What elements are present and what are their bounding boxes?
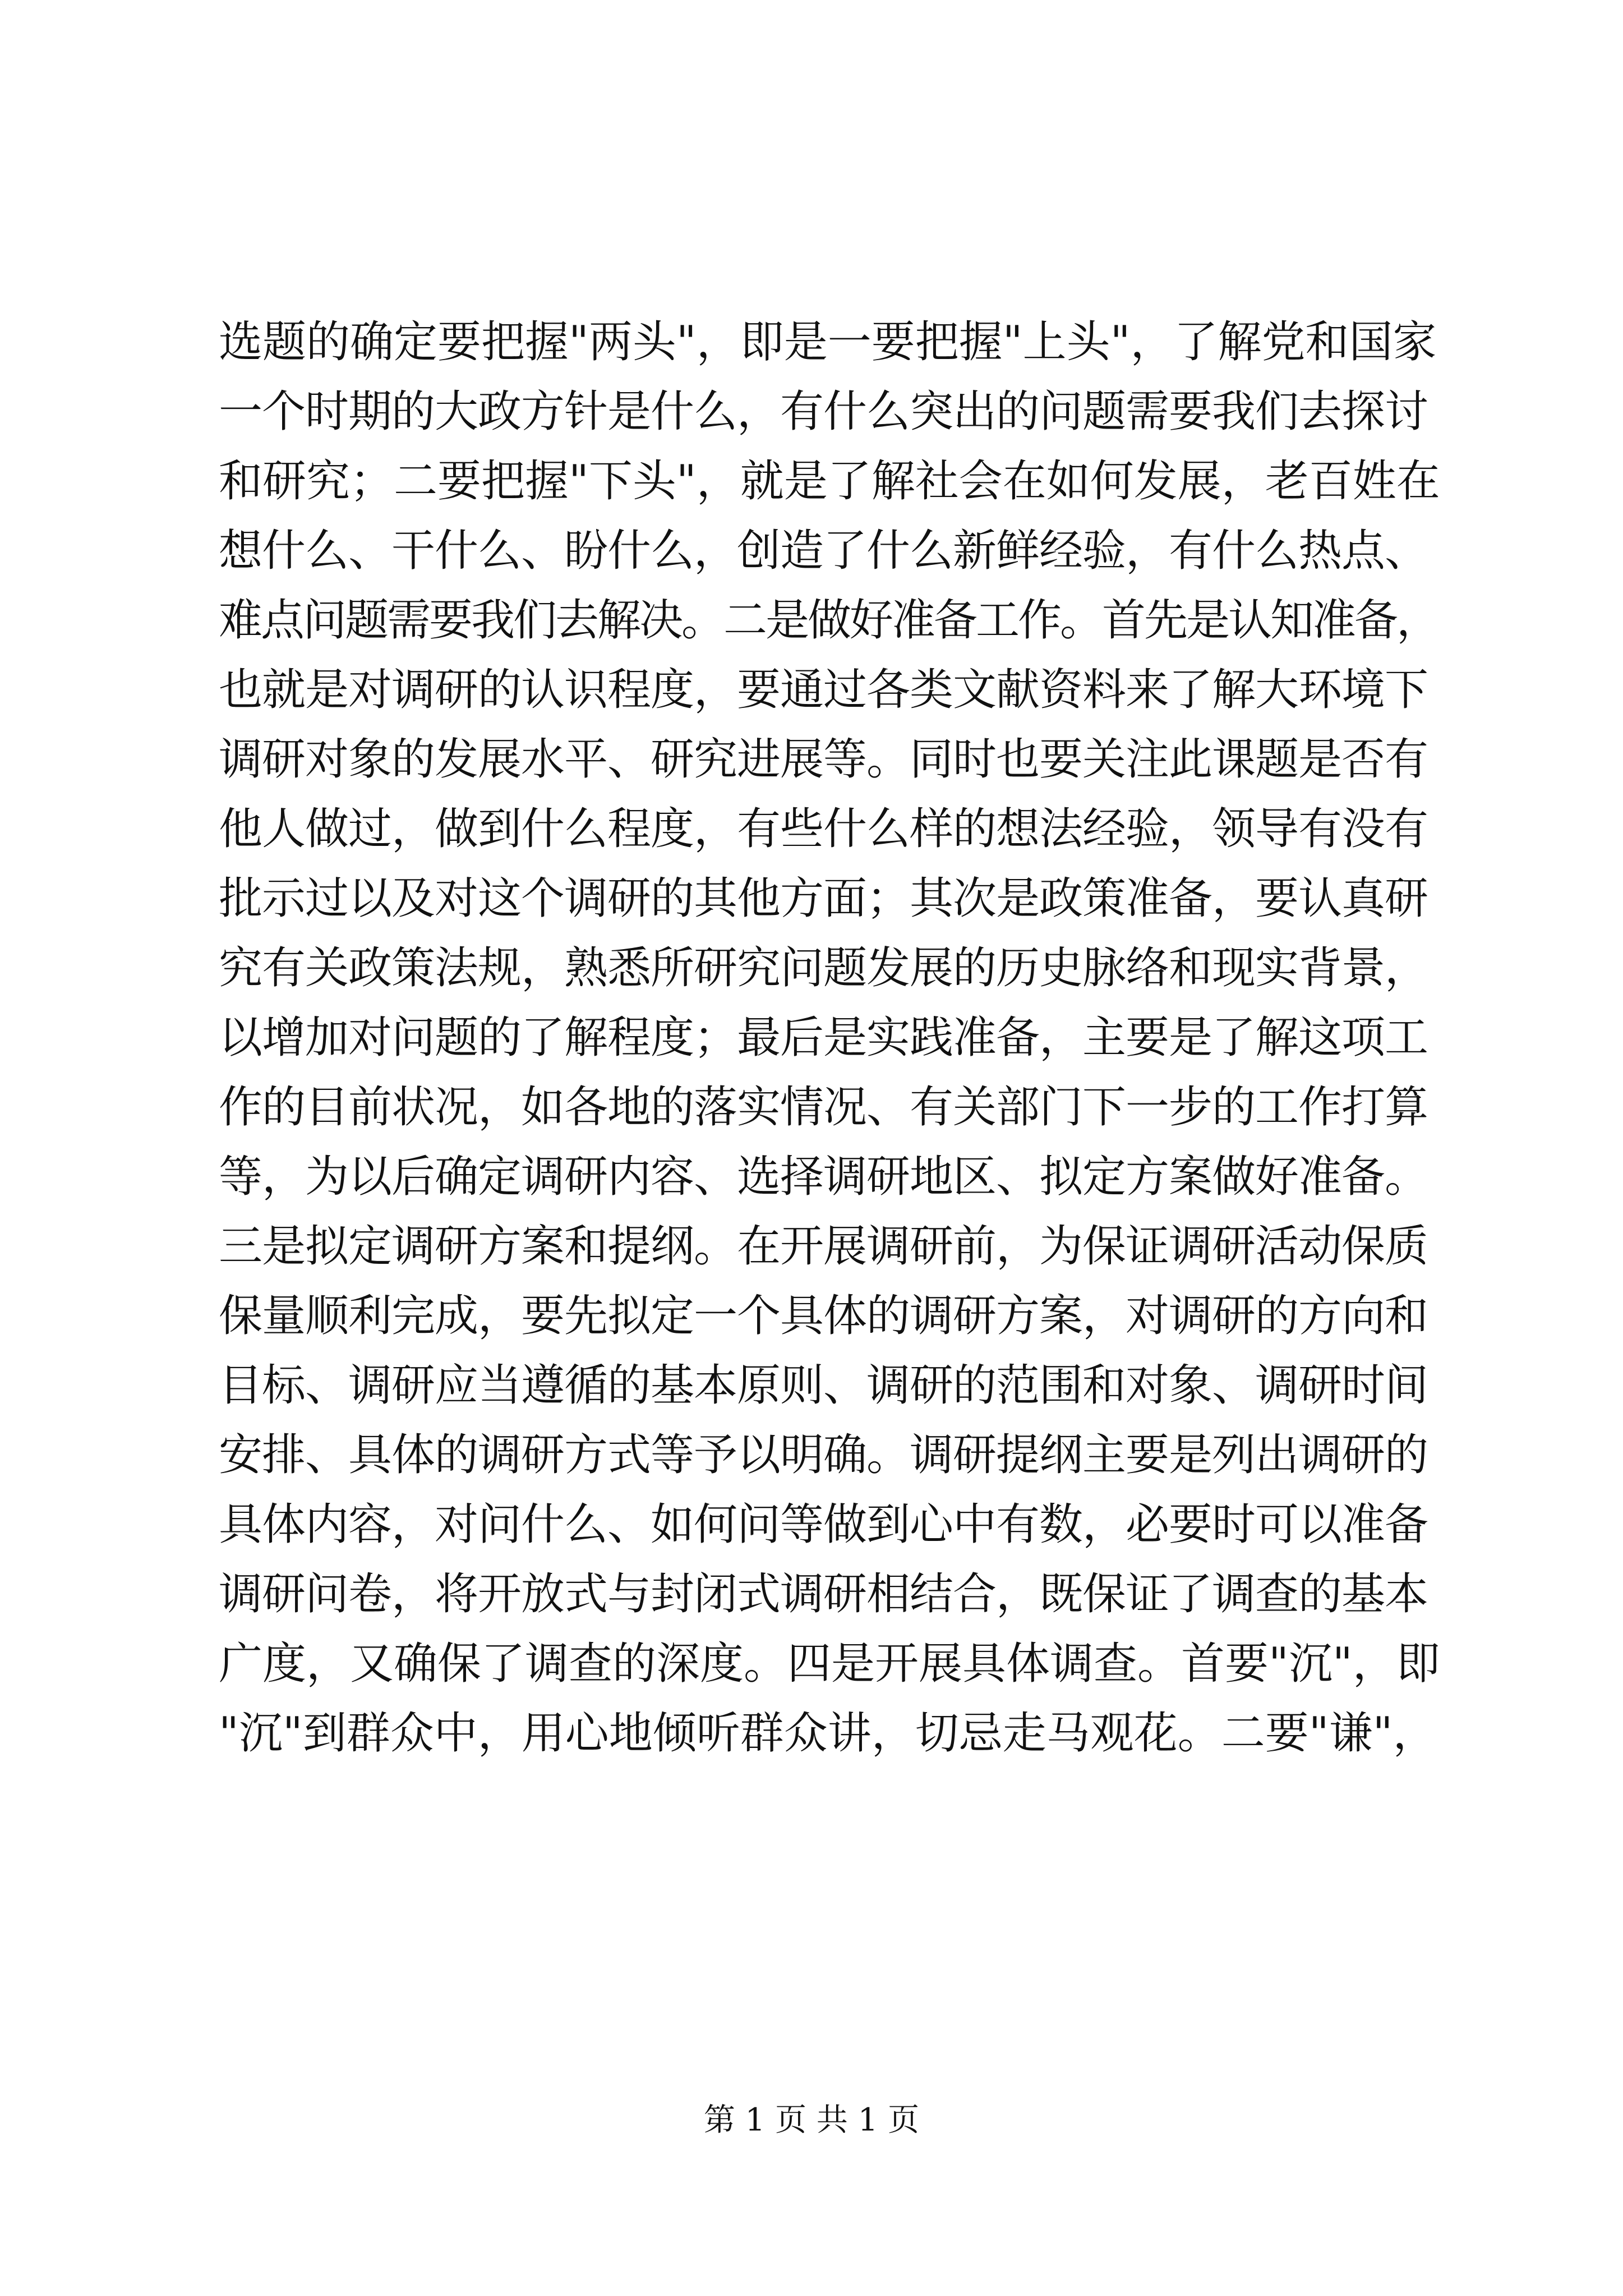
text-line: 保量顺利完成，要先拟定一个具体的调研方案，对调研的方向和 (219, 1291, 1428, 1341)
text-line: 广度，又确保了调查的深度。四是开展具体调查。首要"沉"，即 (219, 1639, 1440, 1689)
text-line: 想什么、干什么、盼什么，创造了什么新鲜经验，有什么热点、 (219, 526, 1428, 576)
text-line: 调研问卷，将开放式与封闭式调研相结合，既保证了调查的基本 (219, 1569, 1428, 1619)
text-line: 选题的确定要把握"两头"，即是一要把握"上头"，了解党和国家 (219, 317, 1437, 367)
text-line: 以增加对问题的了解程度；最后是实践准备，主要是了解这项工 (219, 1013, 1428, 1063)
text-line: "沉"到群众中，用心地倾听群众讲，切忌走马观花。二要"谦"， (219, 1708, 1437, 1759)
text-line: 等，为以后确定调研内容、选择调研地区、拟定方案做好准备。 (219, 1152, 1428, 1202)
text-line: 一个时期的大政方针是什么，有什么突出的问题需要我们去探讨 (219, 386, 1428, 437)
text-line: 他人做过，做到什么程度，有些什么样的想法经验，领导有没有 (219, 804, 1428, 854)
text-line: 目标、调研应当遵循的基本原则、调研的范围和对象、调研时间 (219, 1360, 1428, 1411)
text-line: 和研究；二要把握"下头"，就是了解社会在如何发展，老百姓在 (219, 456, 1440, 507)
text-line: 作的目前状况，如各地的落实情况、有关部门下一步的工作打算 (219, 1082, 1428, 1133)
text-line: 批示过以及对这个调研的其他方面；其次是政策准备，要认真研 (219, 873, 1428, 924)
text-line: 安排、具体的调研方式等予以明确。调研提纲主要是列出调研的 (219, 1430, 1428, 1480)
text-line: 三是拟定调研方案和提纲。在开展调研前，为保证调研活动保质 (219, 1221, 1428, 1272)
text-line: 也就是对调研的认识程度，要通过各类文献资料来了解大环境下 (219, 665, 1428, 715)
text-line: 具体内容，对问什么、如何问等做到心中有数，必要时可以准备 (219, 1499, 1428, 1550)
text-line: 调研对象的发展水平、研究进展等。同时也要关注此课题是否有 (219, 734, 1428, 785)
text-line: 究有关政策法规，熟悉所研究问题发展的历史脉络和现实背景， (219, 943, 1428, 993)
text-line: 难点问题需要我们去解决。二是做好准备工作。首先是认知准备， (219, 595, 1439, 646)
page-footer: 第 1 页 共 1 页 (703, 2102, 920, 2138)
body-text (219, 307, 1441, 1768)
